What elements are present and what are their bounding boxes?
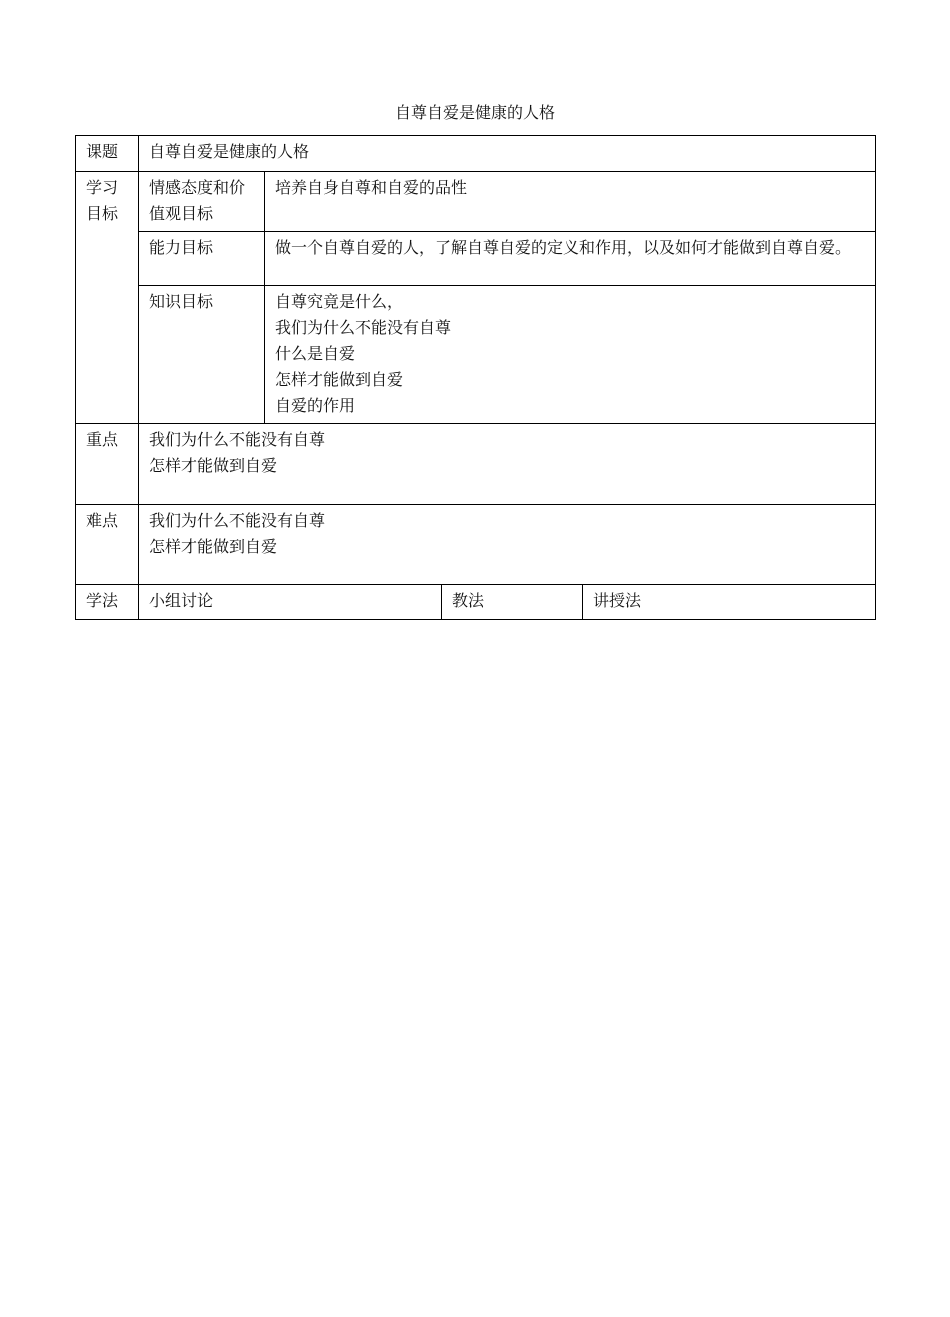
ability-objective-value xyxy=(265,232,876,286)
document-title: 自尊自爱是健康的人格 xyxy=(394,103,555,122)
emotion-objective-label xyxy=(139,172,265,232)
list-item: 我们为什么不能没有自尊 xyxy=(275,318,452,337)
knowledge-objective-row xyxy=(76,286,876,424)
list-item: 什么是自爱 xyxy=(275,344,356,363)
emotion-objective-value: 培养自身自尊和自爱的品性 xyxy=(265,172,876,232)
teaching-method-value: 讲授法 xyxy=(583,585,876,620)
difficulties-label: 难点 xyxy=(76,505,139,585)
difficulties-list xyxy=(139,505,876,585)
topic-row xyxy=(76,136,876,172)
list-item: 自尊究竟是什么， xyxy=(275,292,404,311)
study-method-value: 小组讨论 xyxy=(139,585,442,620)
list-item: 怎样才能做到自爱 xyxy=(149,456,278,475)
ability-objective-text: 做一个自尊自爱的人，了解自尊自爱的定义和作用，以及如何才能做到自尊自爱。 xyxy=(275,238,852,257)
emotion-label-line1: 情感态度和价 xyxy=(149,178,246,197)
ability-objective-row xyxy=(76,232,876,286)
lesson-plan-table xyxy=(75,135,876,620)
emotion-objective-row xyxy=(76,172,876,232)
objectives-label xyxy=(76,172,139,424)
list-item: 自爱的作用 xyxy=(275,396,356,415)
list-item: 怎样才能做到自爱 xyxy=(149,537,278,556)
emotion-label-line2: 值观目标 xyxy=(149,204,214,223)
list-item: 怎样才能做到自爱 xyxy=(275,370,404,389)
key-points-row xyxy=(76,424,876,505)
objectives-label-line1: 学习 xyxy=(86,178,119,197)
list-item: 我们为什么不能没有自尊 xyxy=(149,430,326,449)
methods-row xyxy=(76,585,876,620)
teaching-method-label: 教法 xyxy=(442,585,583,620)
study-method-label: 学法 xyxy=(76,585,139,620)
difficulties-row xyxy=(76,505,876,585)
key-points-list xyxy=(139,424,876,505)
ability-objective-label: 能力目标 xyxy=(139,232,265,286)
topic-label: 课题 xyxy=(76,136,139,172)
knowledge-objective-label: 知识目标 xyxy=(139,286,265,424)
knowledge-objective-list xyxy=(265,286,876,424)
key-points-label: 重点 xyxy=(76,424,139,505)
topic-value: 自尊自爱是健康的人格 xyxy=(139,136,876,172)
list-item: 我们为什么不能没有自尊 xyxy=(149,511,326,530)
objectives-label-line2: 目标 xyxy=(86,204,119,223)
